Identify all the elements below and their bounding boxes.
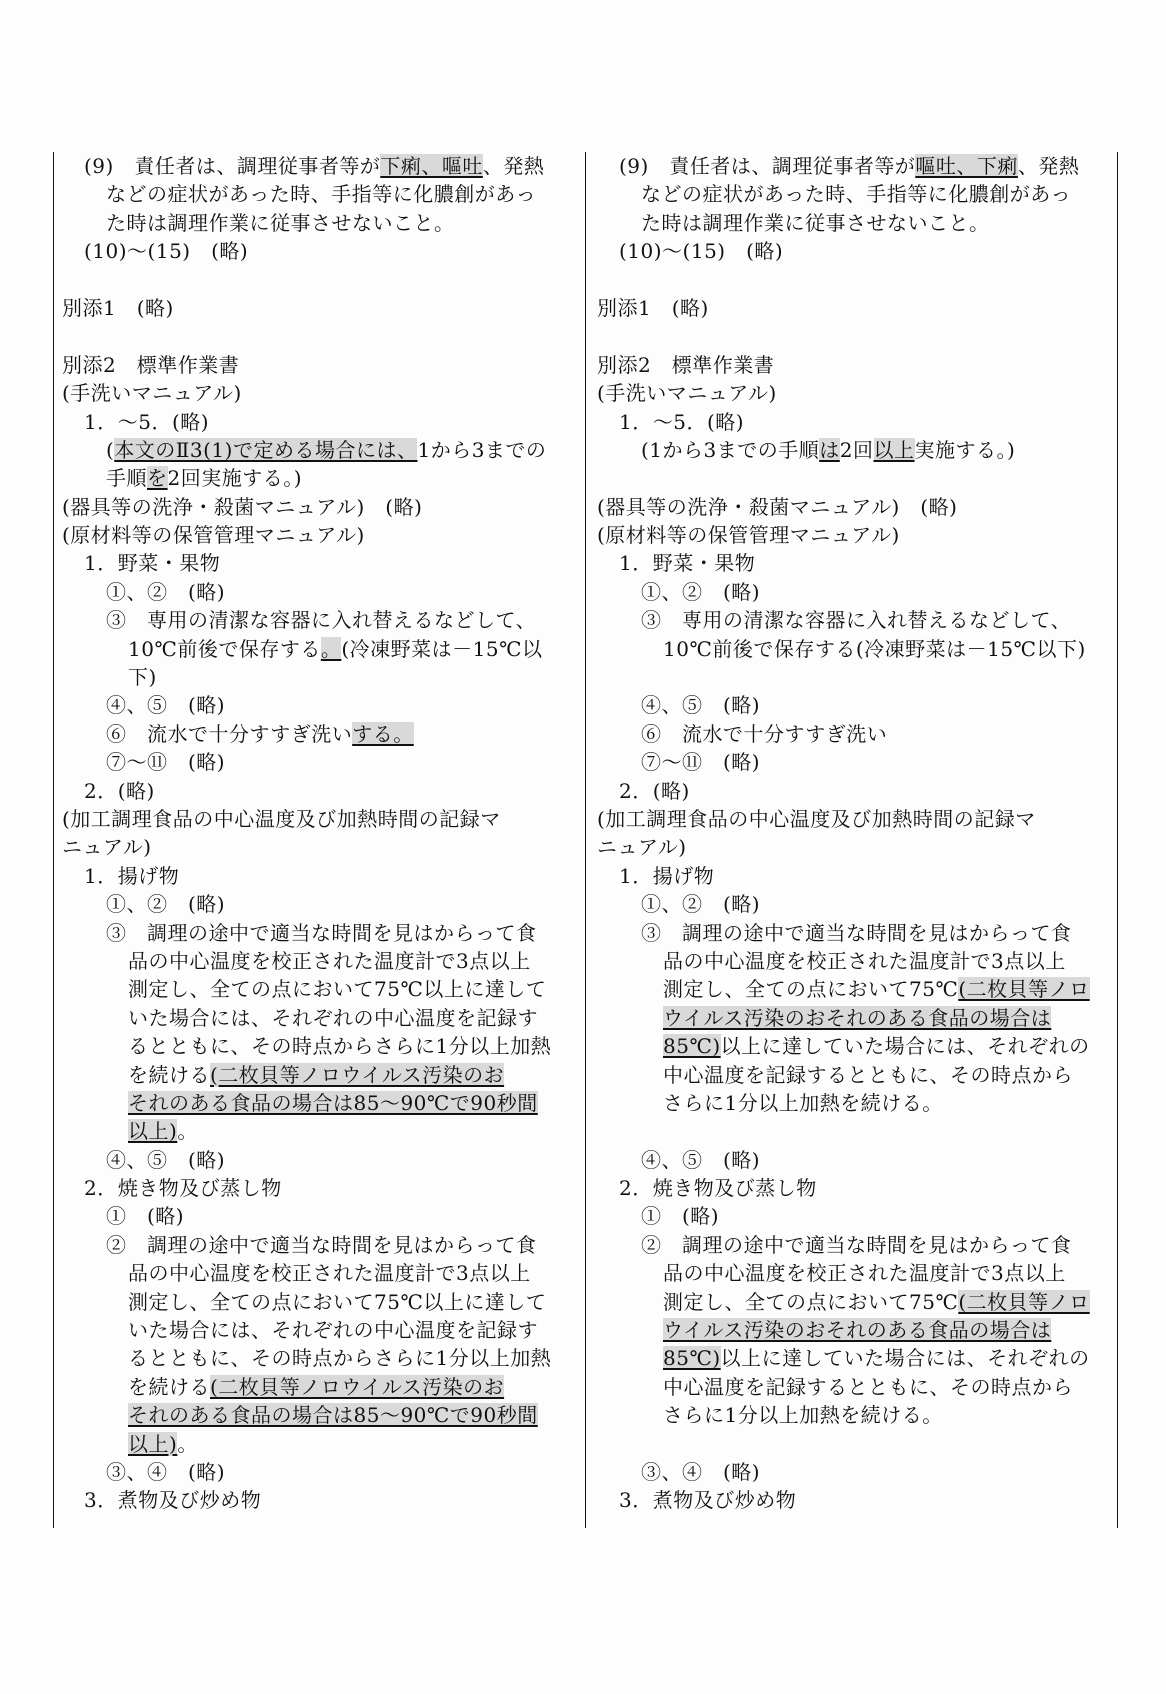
text-segment: 10℃前後で保存する [128,636,321,661]
amended-text-highlight: ウイルス汚染のおそれのある食品の場合は [663,1005,1052,1030]
text-line [62,1288,578,1316]
text-segment: た時は調理作業に従事させないこと。 [106,210,455,235]
text-segment: 3．煮物及び炒め物 [84,1488,262,1513]
text-line [62,748,578,776]
text-segment: 2．焼き物及び蒸し物 [619,1176,817,1201]
text-segment: (手洗いマニュアル) [597,381,777,406]
text-segment: (10)～(15) (略) [84,239,249,264]
text-line [62,436,578,464]
text-line [62,521,578,549]
text-segment: ⑦～⑪ (略) [641,750,761,775]
text-line [597,1344,1113,1372]
text-line [597,975,1113,1003]
text-segment: 測定し、全ての点において75℃ [663,977,959,1002]
text-segment: (原材料等の保管管理マニュアル) [597,523,900,548]
text-line [62,1174,578,1202]
text-line [62,351,578,379]
text-segment: 下) [128,665,157,690]
text-line [597,1202,1113,1230]
text-segment: 以上に達していた場合には、それぞれの [720,1346,1090,1371]
amended-text-highlight: (二枚貝等ノロウイルス汚染のお [210,1374,505,1399]
text-line [597,1486,1113,1514]
text-segment: を続ける [128,1062,210,1087]
text-segment: いた場合には、それぞれの中心温度を記録す [128,1005,538,1030]
text-line [597,691,1113,719]
text-segment: (10)～(15) (略) [619,239,784,264]
text-segment: ⑦～⑪ (略) [106,750,226,775]
text-segment: ①、② (略) [641,579,761,604]
text-line [597,521,1113,549]
text-line [62,1401,578,1429]
text-segment: るとともに、その時点からさらに1分以上加熱 [128,1034,552,1059]
amended-text-highlight: 。 [320,636,342,661]
text-segment: ①、② (略) [641,892,761,917]
text-segment: ⑥ 流水で十分すすぎ洗い [106,721,353,746]
text-segment: 手順 [106,466,147,491]
text-segment: などの症状があった時、手指等に化膿創があっ [641,182,1072,207]
text-line [62,606,578,634]
text-line [62,493,578,521]
text-line [597,1231,1113,1259]
text-line [62,833,578,861]
amended-text-highlight: ウイルス汚染のおそれのある食品の場合は [663,1318,1052,1343]
text-line [597,606,1113,634]
text-segment: (1から3までの手順 [641,437,820,462]
text-line [62,464,578,492]
text-segment: ④、⑤ (略) [106,693,226,718]
text-segment: 測定し、全ての点において75℃以上に達して [128,1289,547,1314]
text-segment: ③ 調理の途中で適当な時間を見はからって食 [106,920,537,945]
text-line [597,805,1113,833]
amended-text-highlight: (二枚貝等ノロ [958,1289,1090,1314]
text-line [62,919,578,947]
text-line [597,1032,1113,1060]
amended-text-highlight: 以上 [873,437,915,462]
text-line [62,1458,578,1486]
text-line [597,237,1113,265]
text-segment: いた場合には、それぞれの中心温度を記録す [128,1318,538,1343]
text-segment: 別添1 (略) [62,295,174,320]
text-segment: ( [106,437,115,462]
text-line [597,1373,1113,1401]
blank-line [597,1117,1113,1145]
text-line [597,180,1113,208]
text-line [597,833,1113,861]
text-line [62,1032,578,1060]
amended-text-highlight: 85℃) [663,1346,721,1371]
text-line [597,549,1113,577]
text-segment: 別添2 標準作業書 [597,352,775,377]
text-line [597,1174,1113,1202]
text-segment: などの症状があった時、手指等に化膿創があっ [106,182,537,207]
text-line [597,1288,1113,1316]
amended-text-highlight: する。 [352,721,414,746]
text-segment: ② 調理の途中で適当な時間を見はからって食 [106,1232,537,1257]
text-line [597,379,1113,407]
text-segment: 。 [177,1431,198,1456]
text-segment: 以上に達していた場合には、それぞれの [720,1034,1090,1059]
text-segment: ニュアル) [62,835,152,860]
text-line [62,209,578,237]
text-segment: 1．野菜・果物 [84,551,221,576]
text-segment: 2回実施する。) [167,466,303,491]
blank-line [597,663,1113,691]
blank-line [62,266,578,294]
text-line [62,379,578,407]
text-segment: (加工調理食品の中心温度及び加熱時間の記録マ [62,806,501,831]
text-segment: 別添1 (略) [597,295,709,320]
text-segment: 品の中心温度を校正された温度計で3点以上 [663,1261,1066,1286]
text-segment: ①、② (略) [106,579,226,604]
blank-line [597,1430,1113,1458]
amended-text-highlight: は [819,437,840,462]
text-segment: 中心温度を記録するとともに、その時点から [663,1374,1073,1399]
text-line [62,975,578,1003]
text-line [597,408,1113,436]
text-segment: 別添2 標準作業書 [62,352,240,377]
blank-line [597,464,1113,492]
text-line [62,1231,578,1259]
text-line [62,1004,578,1032]
text-line [62,862,578,890]
text-segment: (手洗いマニュアル) [62,381,242,406]
text-segment: 1から3までの [417,437,547,462]
text-segment: ③ 調理の途中で適当な時間を見はからって食 [641,920,1072,945]
text-segment: ⑥ 流水で十分すすぎ洗い [641,721,888,746]
text-line [62,635,578,663]
text-line [597,1146,1113,1174]
text-segment: た時は調理作業に従事させないこと。 [641,210,990,235]
text-line [62,1146,578,1174]
text-segment: ② 調理の途中で適当な時間を見はからって食 [641,1232,1072,1257]
text-segment: 中心温度を記録するとともに、その時点から [663,1062,1073,1087]
previous-text-column [597,152,1113,1515]
text-segment: 品の中心温度を校正された温度計で3点以上 [663,948,1066,973]
text-segment: 実施する。) [914,437,1016,462]
text-segment: ③ 専用の清潔な容器に入れ替えるなどして、 [106,608,537,633]
amended-text-highlight: 下痢、嘔吐 [380,154,483,178]
text-line [597,862,1113,890]
text-segment: を続ける [128,1374,210,1399]
text-line [62,1373,578,1401]
text-line [597,890,1113,918]
blank-line [62,322,578,350]
amended-text-highlight: (二枚貝等ノロウイルス汚染のお [210,1062,505,1087]
center-divider-rule [585,152,586,1528]
text-line [597,1061,1113,1089]
text-segment: 品の中心温度を校正された温度計で3点以上 [128,948,531,973]
text-segment: 。 [177,1119,198,1144]
text-line [597,748,1113,776]
text-segment: 10℃前後で保存する(冷凍野菜は－15℃以下) [663,636,1086,661]
text-line [597,493,1113,521]
text-segment: 品の中心温度を校正された温度計で3点以上 [128,1261,531,1286]
amended-text-highlight: (二枚貝等ノロ [958,977,1090,1002]
text-segment: ③、④ (略) [641,1459,761,1484]
text-line [597,436,1113,464]
text-segment: 1．野菜・果物 [619,551,756,576]
text-line [62,152,578,180]
text-segment: (原材料等の保管管理マニュアル) [62,523,365,548]
text-segment: (冷凍野菜は－15℃以 [341,636,543,661]
text-segment: ③、④ (略) [106,1459,226,1484]
text-line [597,351,1113,379]
text-line [62,1259,578,1287]
text-segment: 1．～5．(略) [619,409,745,434]
text-line [597,209,1113,237]
text-segment: さらに1分以上加熱を続ける。 [663,1090,943,1115]
text-line [62,408,578,436]
text-segment: るとともに、その時点からさらに1分以上加熱 [128,1346,552,1371]
text-line [62,805,578,833]
blank-line [597,322,1113,350]
text-segment: 3．煮物及び炒め物 [619,1488,797,1513]
text-segment: ① (略) [106,1204,185,1229]
text-line [597,1401,1113,1429]
text-segment: 、発熱 [482,154,545,178]
text-segment: ④、⑤ (略) [641,1147,761,1172]
text-segment: 2．(略) [619,778,690,803]
text-segment: ①、② (略) [106,892,226,917]
text-line [62,1117,578,1145]
text-line [62,180,578,208]
text-line [62,294,578,322]
text-segment: ニュアル) [597,835,687,860]
text-segment: 測定し、全ての点において75℃以上に達して [128,977,547,1002]
text-line [597,1316,1113,1344]
text-segment: ④、⑤ (略) [106,1147,226,1172]
text-segment: 測定し、全ての点において75℃ [663,1289,959,1314]
text-segment: 2．焼き物及び蒸し物 [84,1176,282,1201]
text-line [62,777,578,805]
text-segment: (器具等の洗浄・殺菌マニュアル) (略) [597,494,958,519]
text-segment: 1．揚げ物 [619,863,715,888]
text-line [62,237,578,265]
text-segment: ① (略) [641,1204,720,1229]
text-segment: 2回 [839,437,874,462]
text-line [62,1202,578,1230]
text-line [597,1259,1113,1287]
amended-text-highlight: それのある食品の場合は85～90℃で90秒間 [128,1090,538,1115]
text-line [62,947,578,975]
text-line [62,663,578,691]
text-segment: ③ 専用の清潔な容器に入れ替えるなどして、 [641,608,1072,633]
text-segment: (9) 責任者は、調理従事者等が [619,154,916,178]
amended-text-highlight: 本文のⅡ3(1)で定める場合には、 [114,437,418,462]
text-segment: 2．(略) [84,778,155,803]
text-line [62,1089,578,1117]
text-segment: (加工調理食品の中心温度及び加熱時間の記録マ [597,806,1036,831]
text-line [597,777,1113,805]
text-line [62,691,578,719]
amended-text-highlight: 以上) [128,1119,178,1144]
text-segment: 、発熱 [1017,154,1080,178]
amended-text-highlight: 85℃) [663,1034,721,1059]
amended-text-highlight: 以上) [128,1431,178,1456]
text-line [597,720,1113,748]
text-line [62,1344,578,1372]
text-line [62,720,578,748]
text-segment: 1．揚げ物 [84,863,180,888]
text-line [62,1316,578,1344]
text-line [62,1486,578,1514]
text-line [62,890,578,918]
text-segment: (9) 責任者は、調理従事者等が [84,154,381,178]
text-line [597,1089,1113,1117]
text-segment: 1．～5．(略) [84,409,210,434]
text-line [597,1004,1113,1032]
text-segment: さらに1分以上加熱を続ける。 [663,1403,943,1428]
text-line [62,1061,578,1089]
text-line [62,1430,578,1458]
text-line [597,635,1113,663]
blank-line [597,266,1113,294]
text-line [597,919,1113,947]
right-border-rule [1117,152,1118,1528]
text-line [597,947,1113,975]
left-border-rule [53,152,54,1528]
text-segment: ④、⑤ (略) [641,693,761,718]
text-line [597,152,1113,180]
text-line [62,578,578,606]
text-line [597,294,1113,322]
amended-text-highlight: 嘔吐、下痢 [915,154,1018,178]
text-line [597,578,1113,606]
amended-text-highlight: それのある食品の場合は85～90℃で90秒間 [128,1403,538,1428]
revised-text-column [62,152,578,1515]
text-line [62,549,578,577]
text-line [597,1458,1113,1486]
text-segment: (器具等の洗浄・殺菌マニュアル) (略) [62,494,423,519]
amended-text-highlight: を [147,466,168,491]
